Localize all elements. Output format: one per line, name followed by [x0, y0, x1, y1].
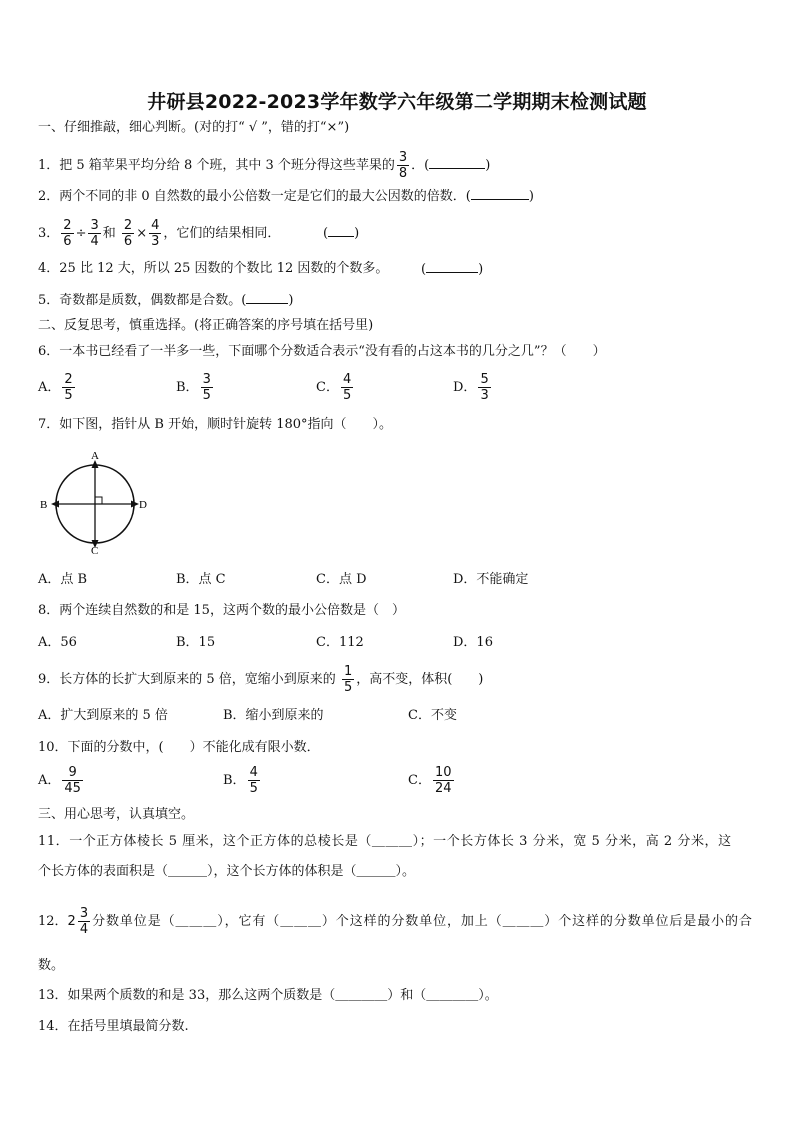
question-11-line2: 个长方体的表面积是（＿＿＿），这个长方体的体积是（＿＿＿）。 [38, 864, 416, 879]
option-8b[interactable]: B．15 [176, 635, 216, 650]
section-heading-1: 一、仔细推敲，细心判断。(对的打“ √ ”，错的打“×”) [38, 120, 350, 135]
label-c: C [91, 545, 99, 556]
option-7a[interactable]: A．点 B [38, 572, 88, 587]
option-6d[interactable]: D． $\frac{5}{3}$ [453, 372, 489, 403]
option-9a[interactable]: A．扩大到原来的 5 倍 [38, 708, 168, 723]
question-12-line2: 数。 [38, 958, 65, 973]
question-1: 1．把 5 箱苹果平均分给 8 个班，其中 3 个班分得这些苹果的 $\frac{3}{8}$ ．( ) [38, 150, 491, 181]
label-d: D [139, 499, 147, 511]
question-4: 4．25 比 12 大，所以 25 因数的个数比 12 因数的个数多。 [38, 261, 389, 276]
option-10a[interactable]: A． $\frac{9}{45}$ [38, 765, 81, 796]
option-10b[interactable]: B． $\frac{4}{5}$ [223, 765, 258, 796]
section-heading-2: 二、反复思考，慎重选择。(将正确答案的序号填在括号里) [38, 318, 374, 333]
question-12: 12． 2 $\frac{3}{4}$ 分数单位是（＿＿＿），它有（＿＿＿）个这样的分数单位，加上（＿＿＿）个这样的分数单位后是最小的合 [38, 906, 753, 937]
question-9: 9．长方体的长扩大到原来的 5 倍，宽缩小到原来的 $\frac{1}{5}$ ，高不变，体积( ) [38, 664, 484, 695]
arrow-b-icon [51, 501, 59, 508]
question-3-paren: ( ) [323, 226, 360, 241]
answer-blank[interactable] [328, 225, 354, 237]
label-a: A [91, 450, 99, 462]
fraction: $\frac{2}{6}$ [63, 218, 72, 249]
question-6: 6．一本书已经看了一半多一些，下面哪个分数适合表示“没有看的占这本书的几分之几”？（ ） [38, 344, 606, 359]
option-7d[interactable]: D．不能确定 [453, 572, 529, 587]
fraction: $\frac{2}{6}$ [123, 218, 133, 249]
option-8c[interactable]: C．112 [316, 635, 364, 650]
question-11-line1: 11．一个正方体棱长 5 厘米，这个正方体的总棱长是（＿＿＿）；一个长方体长 3 分米，宽 5 分米，高 2 分米，这 [38, 834, 732, 849]
option-6c[interactable]: C． $\frac{4}{5}$ [316, 372, 352, 403]
clock-diagram [38, 448, 156, 556]
right-angle-mark [95, 497, 102, 504]
option-9c[interactable]: C．不变 [408, 708, 457, 723]
section-heading-3: 三、用心思考，认真填空。 [38, 807, 195, 822]
question-7: 7．如下图，指针从 B 开始，顺时针旋转 180°指向（ ）。 [38, 417, 393, 432]
page-title: 井研县2022-2023学年数学六年级第二学期期末检测试题 [147, 91, 647, 113]
option-7c[interactable]: C．点 D [316, 572, 367, 587]
question-3: 3． $\frac{2}{6}$ ÷ $\frac{3}{4}$ 和 $\frac{2}{6}$ × $\frac{4}{3}$ ，它们的结果相同． [38, 218, 281, 249]
question-10: 10．下面的分数中，( ）不能化成有限小数． [38, 740, 320, 755]
fraction: $\frac{4}{3}$ [151, 218, 160, 249]
question-8: 8．两个连续自然数的和是 15，这两个数的最小公倍数是（ ） [38, 603, 405, 618]
option-7b[interactable]: B．点 C [176, 572, 226, 587]
option-6a[interactable]: A． $\frac{2}{5}$ [38, 372, 73, 403]
option-9b[interactable]: B．缩小到原来的 [223, 708, 324, 723]
option-6b[interactable]: B． $\frac{3}{5}$ [176, 372, 211, 403]
answer-blank[interactable] [471, 188, 529, 200]
option-8d[interactable]: D．16 [453, 635, 493, 650]
option-10c[interactable]: C． $\frac{10}{24}$ [408, 765, 452, 796]
answer-blank[interactable] [246, 292, 288, 304]
answer-blank[interactable] [426, 261, 478, 273]
label-b: B [40, 499, 48, 511]
question-13: 13．如果两个质数的和是 33，那么这两个质数是（＿＿＿＿）和（＿＿＿＿）。 [38, 988, 498, 1003]
arrow-d-icon [131, 501, 139, 508]
mixed-number: 2 $\frac{3}{4}$ [67, 906, 89, 937]
fraction: $\frac{3}{4}$ [90, 218, 99, 249]
question-2: 2．两个不同的非 0 自然数的最小公倍数一定是它们的最大公因数的倍数．( ) [38, 189, 534, 204]
option-8a[interactable]: A．56 [38, 635, 77, 650]
answer-blank[interactable] [429, 157, 485, 169]
question-4-paren: ( ) [421, 262, 484, 277]
fraction: $\frac{1}{5}$ [343, 664, 353, 695]
question-14: 14．在括号里填最简分数. [38, 1019, 189, 1034]
question-1-text: 1．把 5 箱苹果平均分给 8 个班，其中 3 个班分得这些苹果的 [38, 158, 395, 173]
question-5: 5．奇数都是质数，偶数都是合数。( ) [38, 293, 294, 308]
fraction: $\frac{3}{8}$ [398, 150, 408, 181]
